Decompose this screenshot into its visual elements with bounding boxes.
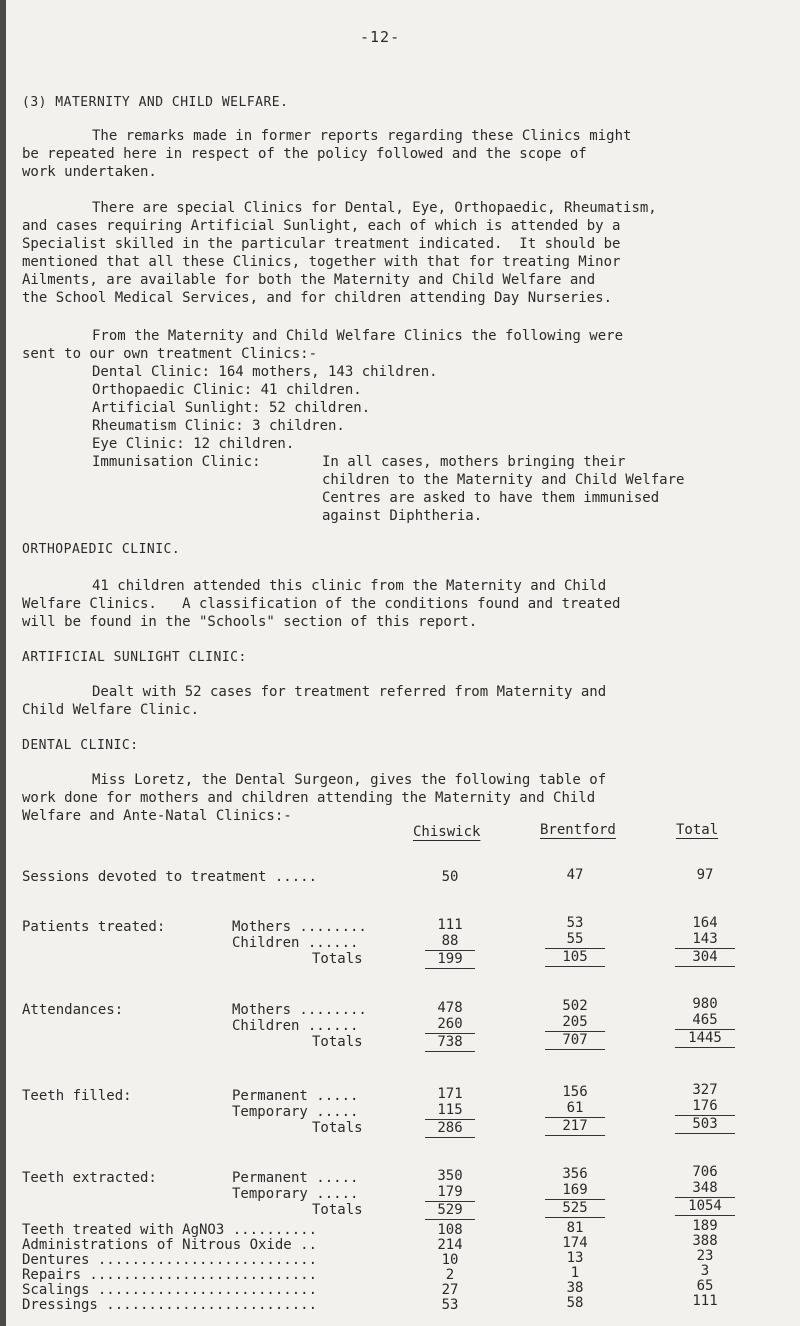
table-cell: 58 [566, 1295, 584, 1311]
table-cell: 38 [566, 1280, 584, 1296]
table-cell: 3 [700, 1263, 710, 1279]
page-number: -12- [360, 28, 401, 46]
dental-line: Welfare and Ante-Natal Clinics:- [22, 808, 292, 824]
ortho-line: will be found in the "Schools" section of this report. [22, 614, 478, 630]
table-cell: 350 [437, 1168, 463, 1184]
immunisation-text: In all cases, mothers bringing their [322, 454, 626, 470]
immunisation-text: children to the Maternity and Child Welfare [322, 472, 685, 488]
table-cell: 13 [566, 1250, 584, 1266]
table-cell: 286 [425, 1120, 475, 1138]
table-cell: 176 [675, 1098, 735, 1116]
section-heading: (3) MATERNITY AND CHILD WELFARE. [22, 95, 289, 110]
ortho-line: 41 children attended this clinic from the Maternity and Child [92, 578, 607, 594]
table-cell: 115 [425, 1102, 475, 1120]
table-cell: 47 [566, 867, 584, 883]
table-cell: 53 [441, 1297, 459, 1313]
referral-item: Rheumatism Clinic: 3 children. [92, 418, 345, 434]
group-label: Patients treated: [22, 919, 166, 935]
row-label: Temporary ..... [232, 1104, 359, 1120]
table-cell: 97 [696, 867, 714, 883]
table-cell: 55 [545, 931, 605, 949]
para2-line: the School Medical Services, and for children attending Day Nurseries. [22, 290, 613, 306]
dental-line: work done for mothers and children attending the Maternity and Child [22, 790, 596, 806]
row-label: Permanent ..... [232, 1170, 359, 1186]
table-cell: 260 [425, 1016, 475, 1034]
table-cell: 214 [437, 1237, 463, 1253]
table-cell: 23 [696, 1248, 714, 1264]
table-cell: 1054 [675, 1198, 735, 1216]
table-cell: 304 [675, 949, 735, 967]
table-cell: 111 [692, 1293, 718, 1309]
table-cell: 174 [562, 1235, 588, 1251]
misc-row-label: Dentures .......................... [22, 1252, 318, 1268]
row-label: Mothers ........ [232, 919, 367, 935]
table-cell: 478 [437, 1000, 463, 1016]
table-cell: 50 [441, 869, 459, 885]
binding-edge [0, 0, 6, 1326]
row-label: Permanent ..... [232, 1088, 359, 1104]
sunlight-heading: ARTIFICIAL SUNLIGHT CLINIC: [22, 650, 247, 665]
group-label: Teeth filled: [22, 1088, 132, 1104]
sessions-label: Sessions devoted to treatment ..... [22, 869, 318, 885]
table-cell: 2 [445, 1267, 455, 1283]
row-label: Totals [312, 1120, 363, 1136]
misc-row-label: Teeth treated with AgNO3 .......... [22, 1222, 318, 1238]
table-cell: 217 [545, 1118, 605, 1136]
table-cell: 179 [425, 1184, 475, 1202]
table-cell: 1445 [675, 1030, 735, 1048]
table-cell: 706 [692, 1164, 718, 1180]
para3-line: sent to our own treatment Clinics:- [22, 346, 318, 362]
dental-line: Miss Loretz, the Dental Surgeon, gives the following table of [92, 772, 607, 788]
col-header-total: Total [676, 822, 719, 838]
misc-row-label: Dressings ......................... [22, 1297, 318, 1313]
table-cell: 189 [692, 1218, 718, 1234]
group-label: Teeth extracted: [22, 1170, 157, 1186]
group-label: Attendances: [22, 1002, 124, 1018]
table-cell: 738 [425, 1034, 475, 1052]
dental-heading: DENTAL CLINIC: [22, 738, 139, 753]
col-header-chiswick: Chiswick [413, 824, 481, 840]
misc-row-label: Repairs ........................... [22, 1267, 318, 1283]
para2-line: Ailments, are available for both the Maternity and Child Welfare and [22, 272, 596, 288]
table-cell: 199 [425, 951, 475, 969]
row-label: Mothers ........ [232, 1002, 367, 1018]
table-cell: 27 [441, 1282, 459, 1298]
misc-row-label: Administrations of Nitrous Oxide .. [22, 1237, 318, 1253]
table-cell: 980 [692, 996, 718, 1012]
table-cell: 388 [692, 1233, 718, 1249]
referral-item: Dental Clinic: 164 mothers, 143 children. [92, 364, 438, 380]
ortho-heading: ORTHOPAEDIC CLINIC. [22, 542, 181, 557]
table-cell: 108 [437, 1222, 463, 1238]
table-cell: 169 [545, 1182, 605, 1200]
table-cell: 171 [437, 1086, 463, 1102]
table-cell: 503 [675, 1116, 735, 1134]
sunlight-line: Child Welfare Clinic. [22, 702, 200, 718]
table-cell: 105 [545, 949, 605, 967]
table-cell: 348 [675, 1180, 735, 1198]
table-cell: 502 [562, 998, 588, 1014]
table-cell: 10 [441, 1252, 459, 1268]
col-header-brentford: Brentford [540, 822, 616, 838]
row-label: Totals [312, 951, 363, 967]
table-cell: 529 [425, 1202, 475, 1220]
table-cell: 111 [437, 917, 463, 933]
para2-line: Specialist skilled in the particular treatment indicated. It should be [22, 236, 621, 252]
referral-item: Artificial Sunlight: 52 children. [92, 400, 371, 416]
table-cell: 164 [692, 915, 718, 931]
referral-item: Eye Clinic: 12 children. [92, 436, 295, 452]
table-cell: 156 [562, 1084, 588, 1100]
row-label: Children ...... [232, 935, 359, 951]
table-cell: 61 [545, 1100, 605, 1118]
table-cell: 65 [696, 1278, 714, 1294]
para2-line: There are special Clinics for Dental, Eye, Orthopaedic, Rheumatism, [92, 200, 657, 216]
immunisation-text: Centres are asked to have them immunised [322, 490, 660, 506]
table-cell: 356 [562, 1166, 588, 1182]
row-label: Totals [312, 1034, 363, 1050]
sunlight-line: Dealt with 52 cases for treatment referred from Maternity and [92, 684, 607, 700]
table-cell: 205 [545, 1014, 605, 1032]
table-cell: 53 [566, 915, 584, 931]
referral-item: Orthopaedic Clinic: 41 children. [92, 382, 362, 398]
immunisation-text: against Diphtheria. [322, 508, 483, 524]
row-label: Temporary ..... [232, 1186, 359, 1202]
table-cell: 525 [545, 1200, 605, 1218]
table-cell: 465 [675, 1012, 735, 1030]
para1-line: be repeated here in respect of the policy followed and the scope of [22, 146, 587, 162]
para1-line: The remarks made in former reports regarding these Clinics might [92, 128, 632, 144]
immunisation-label: Immunisation Clinic: [92, 454, 261, 470]
para2-line: mentioned that all these Clinics, together with that for treating Minor [22, 254, 621, 270]
row-label: Totals [312, 1202, 363, 1218]
table-cell: 81 [566, 1220, 584, 1236]
table-cell: 88 [425, 933, 475, 951]
table-cell: 1 [570, 1265, 580, 1281]
table-cell: 707 [545, 1032, 605, 1050]
table-cell: 143 [675, 931, 735, 949]
para3-line: From the Maternity and Child Welfare Clinics the following were [92, 328, 624, 344]
table-cell: 327 [692, 1082, 718, 1098]
ortho-line: Welfare Clinics. A classification of the conditions found and treated [22, 596, 621, 612]
para2-line: and cases requiring Artificial Sunlight, each of which is attended by a [22, 218, 621, 234]
misc-row-label: Scalings .......................... [22, 1282, 318, 1298]
row-label: Children ...... [232, 1018, 359, 1034]
para1-line: work undertaken. [22, 164, 157, 180]
